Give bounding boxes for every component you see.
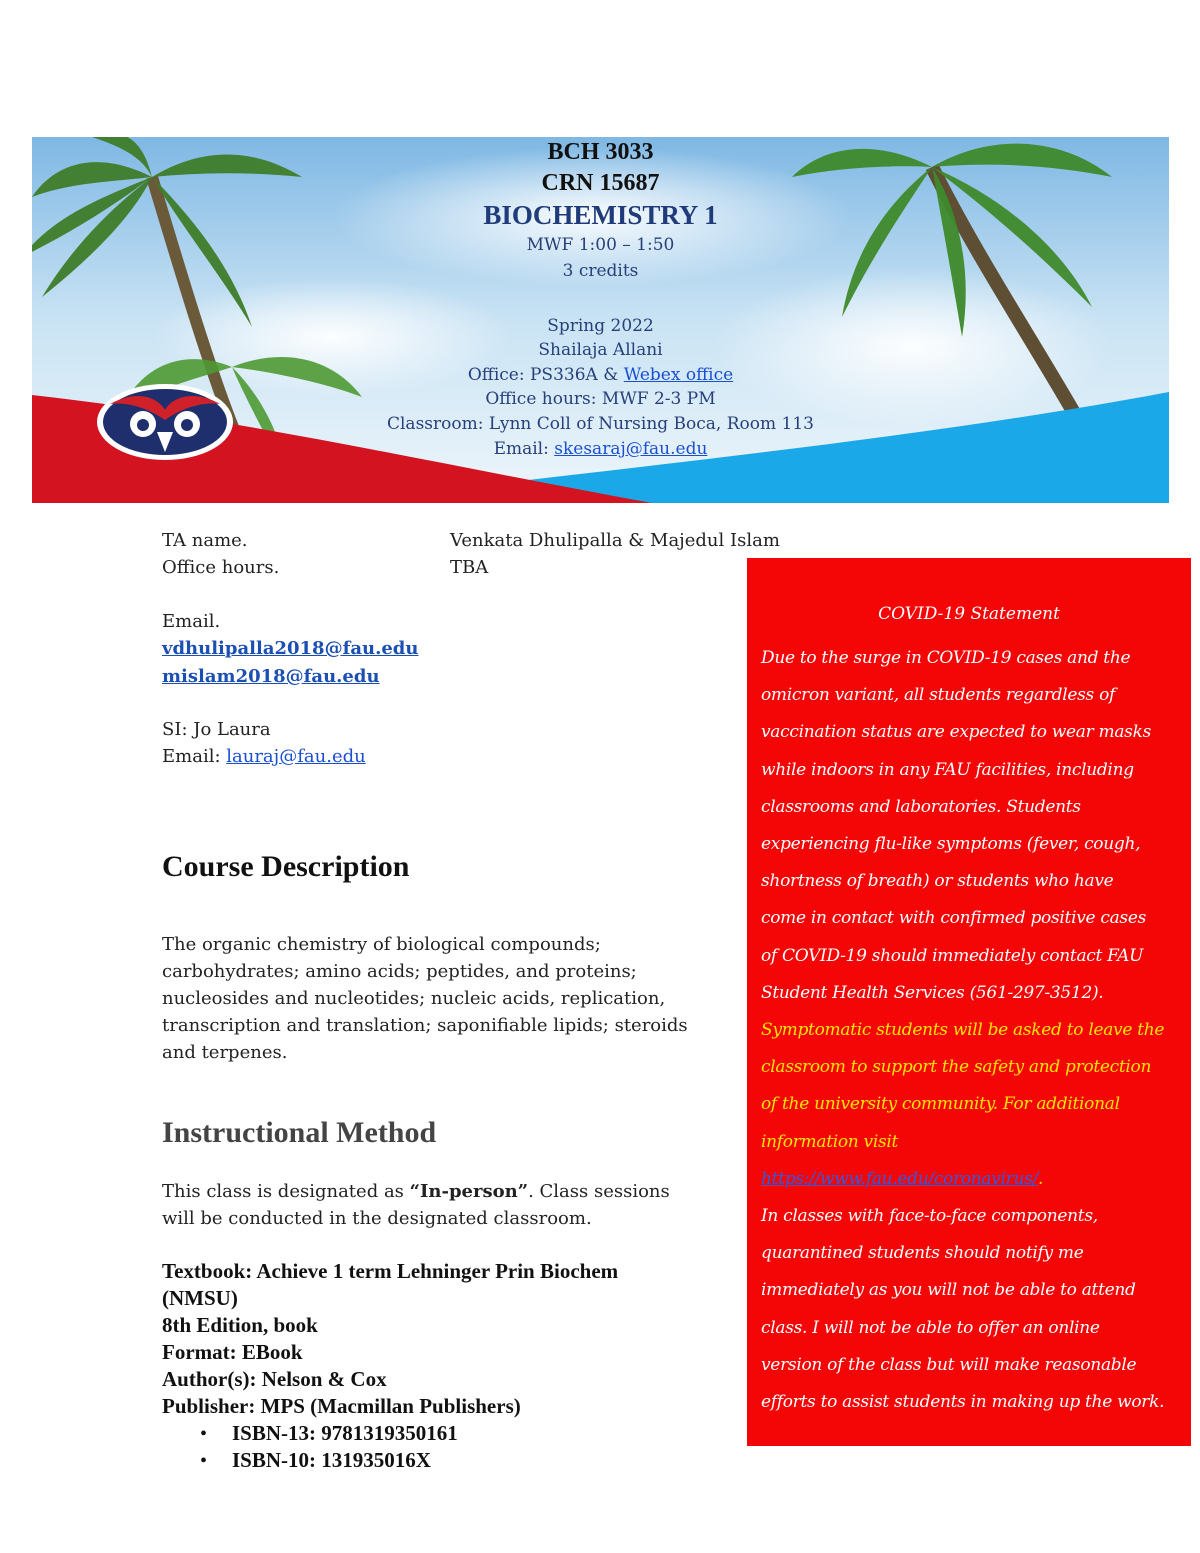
schedule: MWF 1:00 – 1:50 xyxy=(526,235,675,255)
si-email-line xyxy=(162,746,366,767)
covid-line: quarantined students should notify me xyxy=(761,1243,1084,1264)
covid-link-line xyxy=(761,1161,1191,1198)
credits: 3 credits xyxy=(562,261,639,281)
method-line-1 xyxy=(162,1178,722,1205)
isbn10: ISBN-10: 131935016X xyxy=(232,1448,431,1472)
covid-line: efforts to assist students in making up the work. xyxy=(761,1392,1165,1413)
instructor-email-line xyxy=(32,439,1169,459)
method-in-person: “In-person” xyxy=(409,1181,529,1202)
email-label: Email: xyxy=(493,439,555,459)
ta-email-link-1[interactable]: vdhulipalla2018@fau.edu xyxy=(162,638,419,659)
covid-line: vaccination status are expected to wear masks xyxy=(761,722,1152,743)
covid-line: shortness of breath) or students who have xyxy=(761,871,1114,892)
ta-email-label: Email. xyxy=(162,611,221,632)
classroom: Classroom: Lynn Coll of Nursing Boca, Room 113 xyxy=(386,414,814,434)
covid-line: Due to the surge in COVID-19 cases and the xyxy=(761,648,1131,668)
textbook-publisher: Publisher: MPS (Macmillan Publishers) xyxy=(162,1394,521,1418)
covid-line: version of the class but will make reasonable xyxy=(761,1354,1137,1375)
covid-line: class. I will not be able to offer an online xyxy=(761,1317,1100,1338)
textbook-authors: Author(s): Nelson & Cox xyxy=(162,1367,387,1391)
textbook-format: Format: EBook xyxy=(162,1340,303,1364)
covid-line-yellow: information visit xyxy=(761,1131,899,1152)
covid-body xyxy=(761,640,1191,1421)
textbook-title: Textbook: Achieve 1 term Lehninger Prin Biochem xyxy=(162,1259,619,1283)
office-label: Office: PS336A & xyxy=(467,365,624,385)
covid-line-yellow: of the university community. For additional xyxy=(761,1094,1120,1115)
office-hours: Office hours: MWF 2-3 PM xyxy=(485,389,716,409)
course-description-text xyxy=(162,931,722,1066)
method-line-2: will be conducted in the designated classroom. xyxy=(162,1208,592,1229)
course-title: BIOCHEMISTRY 1 xyxy=(483,200,718,230)
covid-line: of COVID-19 should immediately contact FAU xyxy=(761,945,1144,966)
ta-email-link-2[interactable]: mislam2018@fau.edu xyxy=(162,666,380,687)
ta-hours-value: TBA xyxy=(450,557,489,578)
instructor: Shailaja Allani xyxy=(538,340,663,360)
desc-line: The organic chemistry of biological compounds; xyxy=(162,934,601,955)
ta-name-label: TA name. xyxy=(162,530,248,551)
covid-line: immediately as you will not be able to attend xyxy=(761,1280,1136,1301)
textbook-title-cont: (NMSU) xyxy=(162,1286,238,1310)
si-name: SI: Jo Laura xyxy=(162,719,271,740)
desc-line: carbohydrates; amino acids; peptides, and proteins; xyxy=(162,961,637,982)
instructional-method-heading: Instructional Method xyxy=(162,1116,437,1149)
course-code: BCH 3033 xyxy=(547,139,654,165)
covid-line-yellow: Symptomatic students will be asked to leave the xyxy=(761,1020,1165,1041)
ta-hours-label: Office hours. xyxy=(162,557,280,578)
textbook-edition: 8th Edition, book xyxy=(162,1313,318,1337)
si-email-link[interactable]: lauraj@fau.edu xyxy=(226,746,366,767)
covid-line: In classes with face-to-face components, xyxy=(761,1206,1098,1227)
instructional-method-text xyxy=(162,1178,722,1232)
covid-line: classrooms and laboratories. Students xyxy=(761,796,1081,817)
method-prefix: This class is designated as xyxy=(162,1181,410,1202)
office-line xyxy=(32,365,1169,385)
instructor-email-link[interactable]: skesaraj@fau.edu xyxy=(554,439,708,459)
covid-line: experiencing flu-like symptoms (fever, cough, xyxy=(761,834,1141,855)
course-description-heading: Course Description xyxy=(162,850,410,883)
webex-office-link[interactable]: Webex office xyxy=(623,365,734,385)
desc-line: nucleosides and nucleotides; nucleic acids, replication, xyxy=(162,988,666,1009)
si-email-label: Email: xyxy=(162,746,227,767)
isbn13: ISBN-13: 9781319350161 xyxy=(232,1421,458,1445)
covid-line: Student Health Services (561-297-3512). xyxy=(761,982,1104,1003)
covid-link-suffix: . xyxy=(1038,1168,1044,1189)
desc-line: transcription and translation; saponifiable lipids; steroids xyxy=(162,1015,688,1036)
crn: CRN 15687 xyxy=(541,170,660,196)
bullet-icon: • xyxy=(200,1423,208,1445)
covid-line-yellow: classroom to support the safety and protection xyxy=(761,1057,1152,1078)
covid-statement-box xyxy=(747,558,1191,1446)
covid-title: COVID-19 Statement xyxy=(878,604,1060,624)
covid-line: omicron variant, all students regardless of xyxy=(761,685,1116,706)
ta-name-value: Venkata Dhulipalla & Majedul Islam xyxy=(450,530,780,551)
header-banner xyxy=(32,137,1169,503)
coronavirus-info-link[interactable]: https://www.fau.edu/coronavirus/ xyxy=(761,1168,1039,1189)
bullet-icon: • xyxy=(200,1450,208,1472)
desc-line: and terpenes. xyxy=(162,1042,288,1063)
method-suffix: . Class sessions xyxy=(528,1181,670,1202)
covid-line: come in contact with confirmed positive cases xyxy=(761,908,1147,929)
term: Spring 2022 xyxy=(547,316,654,336)
covid-line: while indoors in any FAU facilities, including xyxy=(761,759,1134,780)
